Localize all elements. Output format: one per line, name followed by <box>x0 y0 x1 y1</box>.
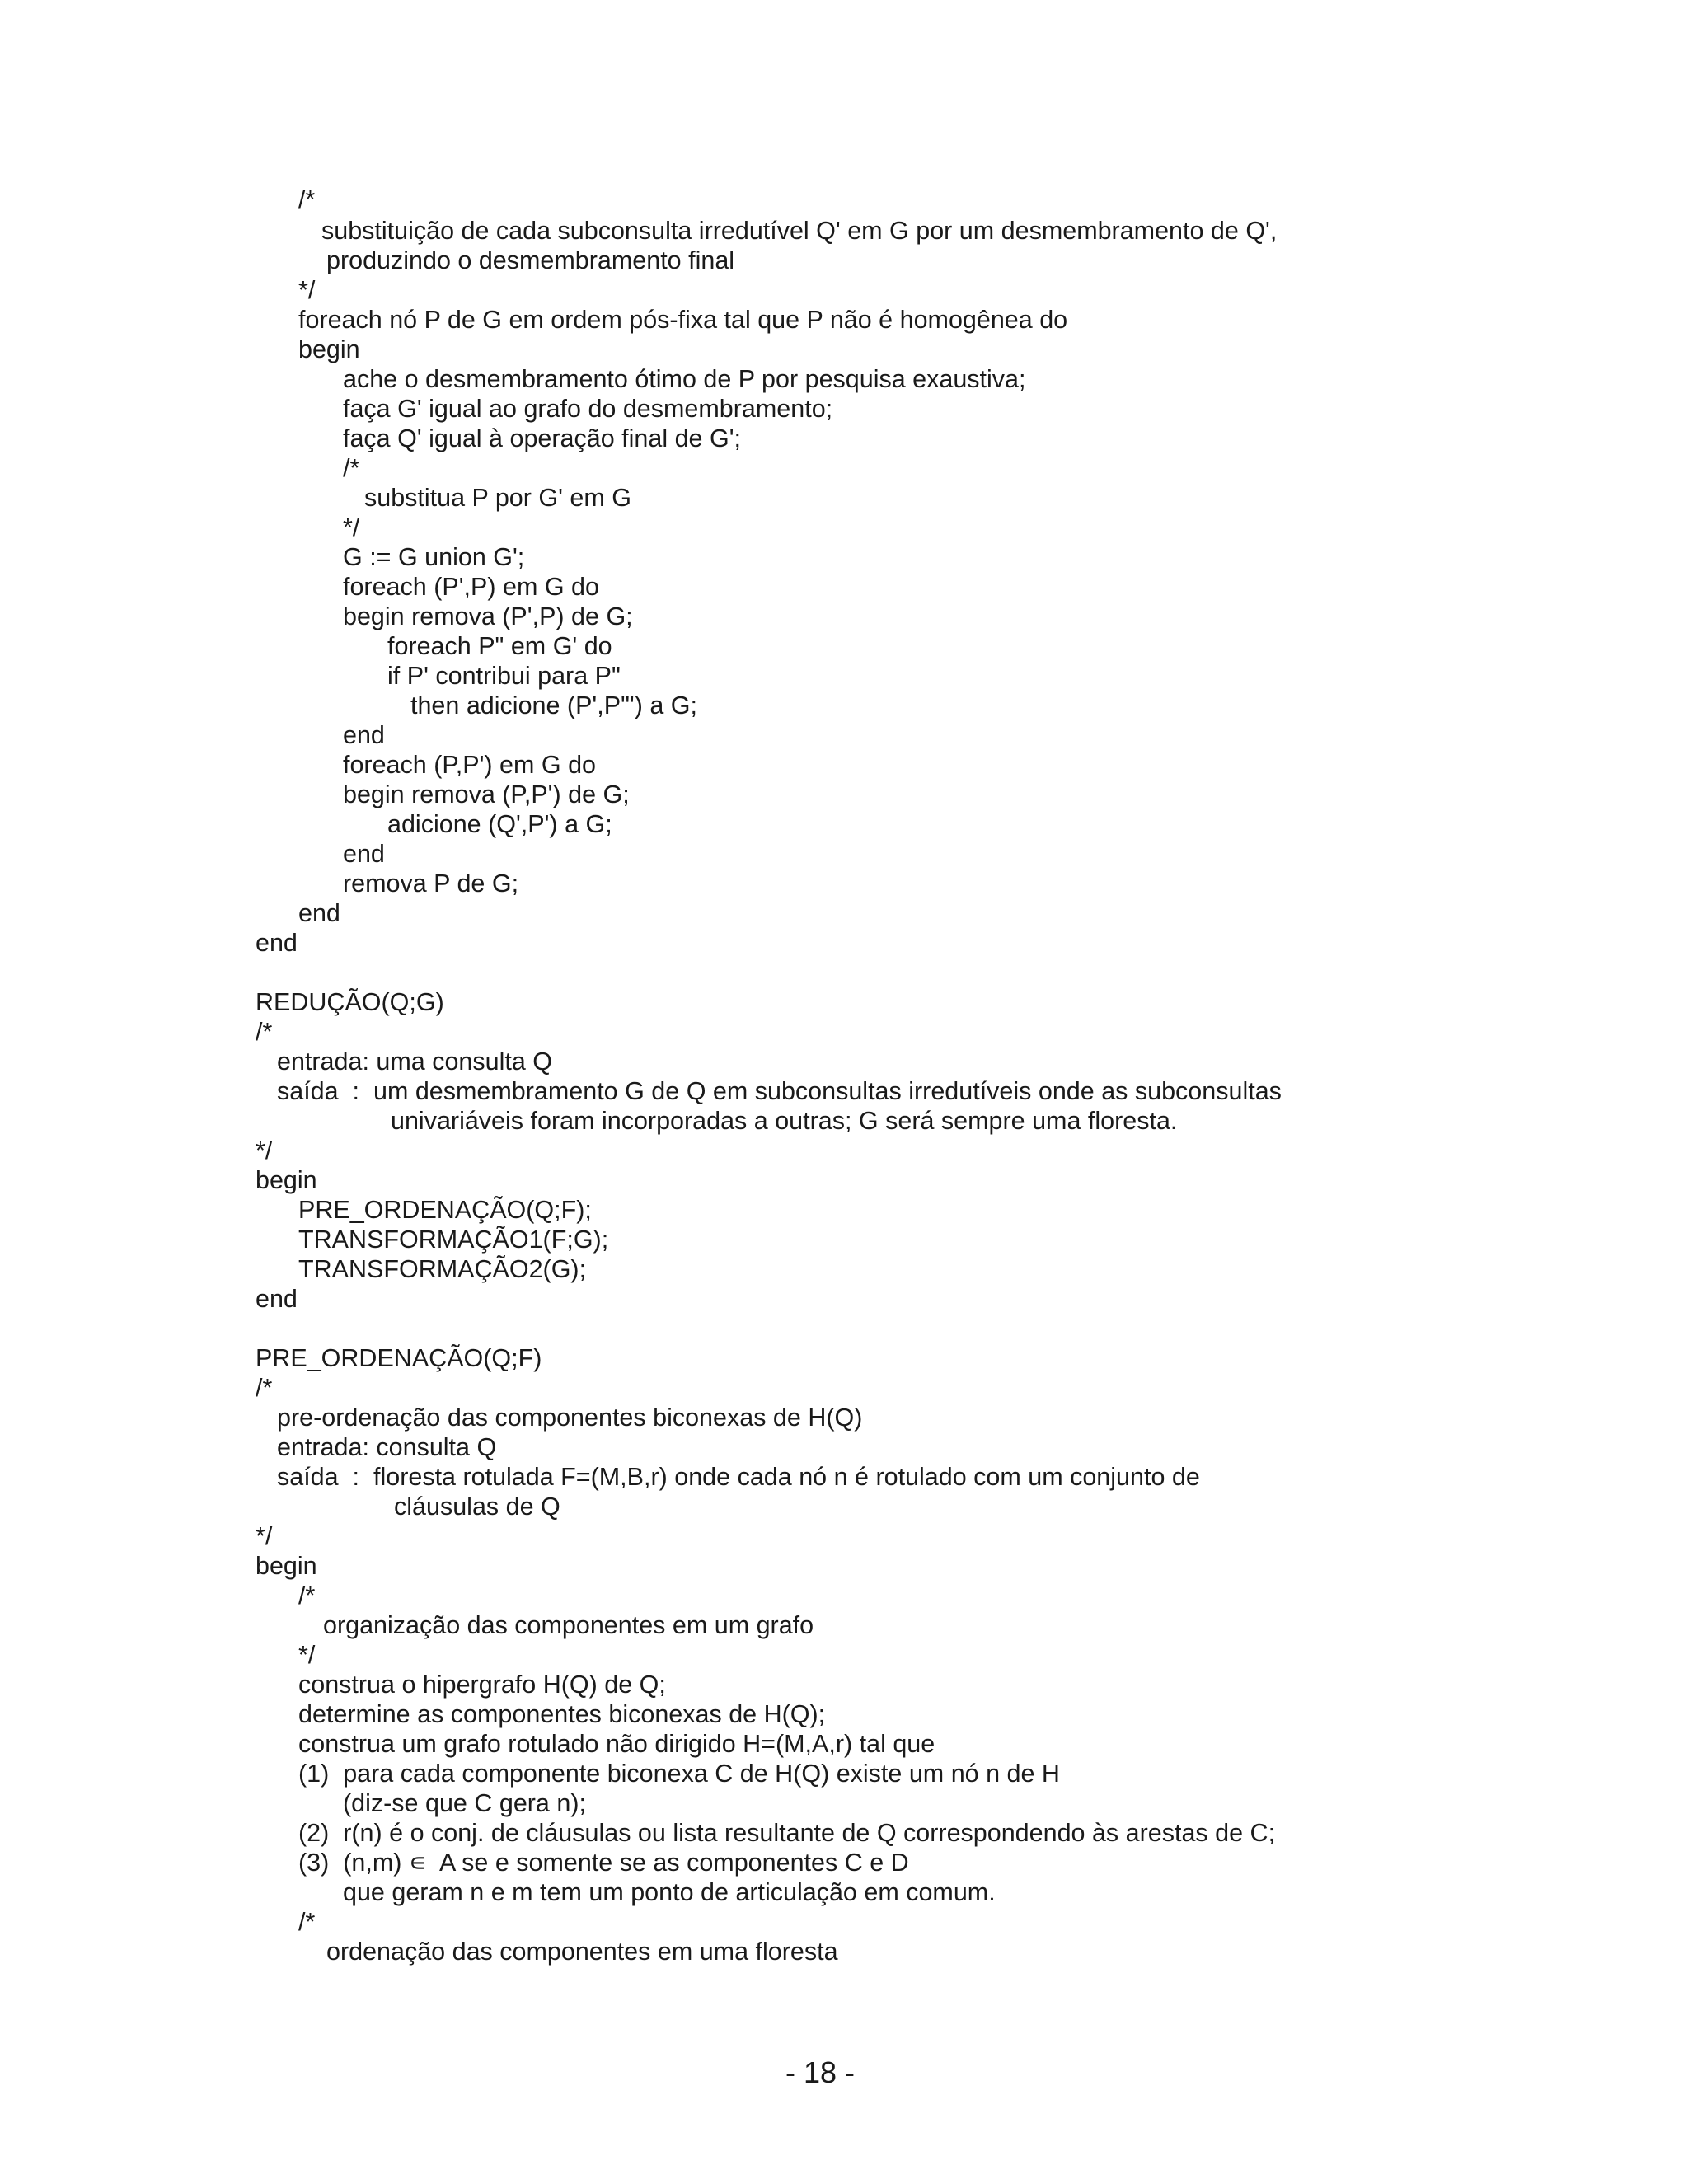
text-line: substituição de cada subconsulta irredutível Q' em G por um desmembramento de Q', <box>321 217 1278 245</box>
text-line: begin <box>256 1166 317 1194</box>
text-line: foreach nó P de G em ordem pós-fixa tal que P não é homogênea do <box>298 306 1068 334</box>
text-line: foreach (P',P) em G do <box>343 573 599 601</box>
text-line: begin <box>298 335 360 363</box>
text-line: (1) para cada componente biconexa C de H(Q) existe um nó n de H <box>298 1760 1060 1788</box>
text-line: produzindo o desmembramento final <box>326 246 735 274</box>
text-line: faça Q' igual à operação final de G'; <box>343 424 741 452</box>
text-line: PRE_ORDENAÇÃO(Q;F); <box>298 1196 592 1224</box>
text-line: substitua P por G' em G <box>364 484 631 512</box>
text-line: entrada: uma consulta Q <box>277 1047 552 1076</box>
text-line: /* <box>298 1908 316 1936</box>
text-line: */ <box>256 1137 273 1165</box>
text-line: construa um grafo rotulado não dirigido H=(M,A,r) tal que <box>298 1730 935 1758</box>
text-line: que geram n e m tem um ponto de articulação em comum. <box>343 1878 996 1906</box>
text-line: TRANSFORMAÇÃO1(F;G); <box>298 1226 609 1254</box>
text-line: end <box>256 929 298 957</box>
text-line: faça G' igual ao grafo do desmembramento; <box>343 395 833 423</box>
text-line: ache o desmembramento ótimo de P por pesquisa exaustiva; <box>343 365 1026 393</box>
text-line: (2) r(n) é o conj. de cláusulas ou lista resultante de Q correspondendo às arestas de C; <box>298 1819 1276 1847</box>
text-line: begin remova (P',P) de G; <box>343 602 633 630</box>
text-line: foreach (P,P') em G do <box>343 751 597 779</box>
text-line: */ <box>298 1641 316 1669</box>
text-line: */ <box>343 513 360 541</box>
text-line: REDUÇÃO(Q;G) <box>256 988 444 1016</box>
text-line: remova P de G; <box>343 869 519 898</box>
text-line: foreach P" em G' do <box>387 632 612 660</box>
text-line: end <box>256 1285 298 1313</box>
text-line: /* <box>256 1374 273 1402</box>
text-line: /* <box>343 454 360 482</box>
text-line: */ <box>256 1522 273 1550</box>
text-line: pre-ordenação das componentes biconexas de H(Q) <box>277 1404 863 1432</box>
text-line: saída : um desmembramento G de Q em subconsultas irredutíveis onde as subconsultas <box>277 1077 1282 1105</box>
text-line: /* <box>298 1582 316 1610</box>
text-line: entrada: consulta Q <box>277 1433 497 1461</box>
text-line: if P' contribui para P" <box>387 662 621 690</box>
text-line: determine as componentes biconexas de H(Q); <box>298 1700 826 1728</box>
text-line: /* <box>298 185 316 213</box>
text-line: PRE_ORDENAÇÃO(Q;F) <box>256 1344 542 1372</box>
text-line: univariáveis foram incorporadas a outras; G será sempre uma floresta. <box>391 1107 1178 1135</box>
text-line: (3) (n,m) ∊ A se e somente se as componentes C e D <box>298 1849 909 1877</box>
text-line: begin <box>256 1552 317 1580</box>
text-line: TRANSFORMAÇÃO2(G); <box>298 1255 587 1283</box>
text-line: cláusulas de Q <box>394 1493 560 1521</box>
text-line: begin remova (P,P') de G; <box>343 780 630 808</box>
text-line: adicione (Q',P') a G; <box>387 810 612 838</box>
text-line: */ <box>298 276 316 304</box>
text-line: G := G union G'; <box>343 543 525 571</box>
text-line: end <box>343 840 385 868</box>
text-line: saída : floresta rotulada F=(M,B,r) onde cada nó n é rotulado com um conjunto de <box>277 1463 1200 1491</box>
text-line: /* <box>256 1018 273 1046</box>
page-number: - 18 - <box>785 2055 856 2089</box>
text-line: ordenação das componentes em uma floresta <box>326 1938 838 1966</box>
text-line: (diz-se que C gera n); <box>343 1789 586 1817</box>
text-line: organização das componentes em um grafo <box>323 1611 814 1639</box>
text-line: end <box>298 899 340 927</box>
text-line: end <box>343 721 385 749</box>
text-line: construa o hipergrafo H(Q) de Q; <box>298 1671 666 1699</box>
text-line: then adicione (P',P"') a G; <box>410 691 697 719</box>
